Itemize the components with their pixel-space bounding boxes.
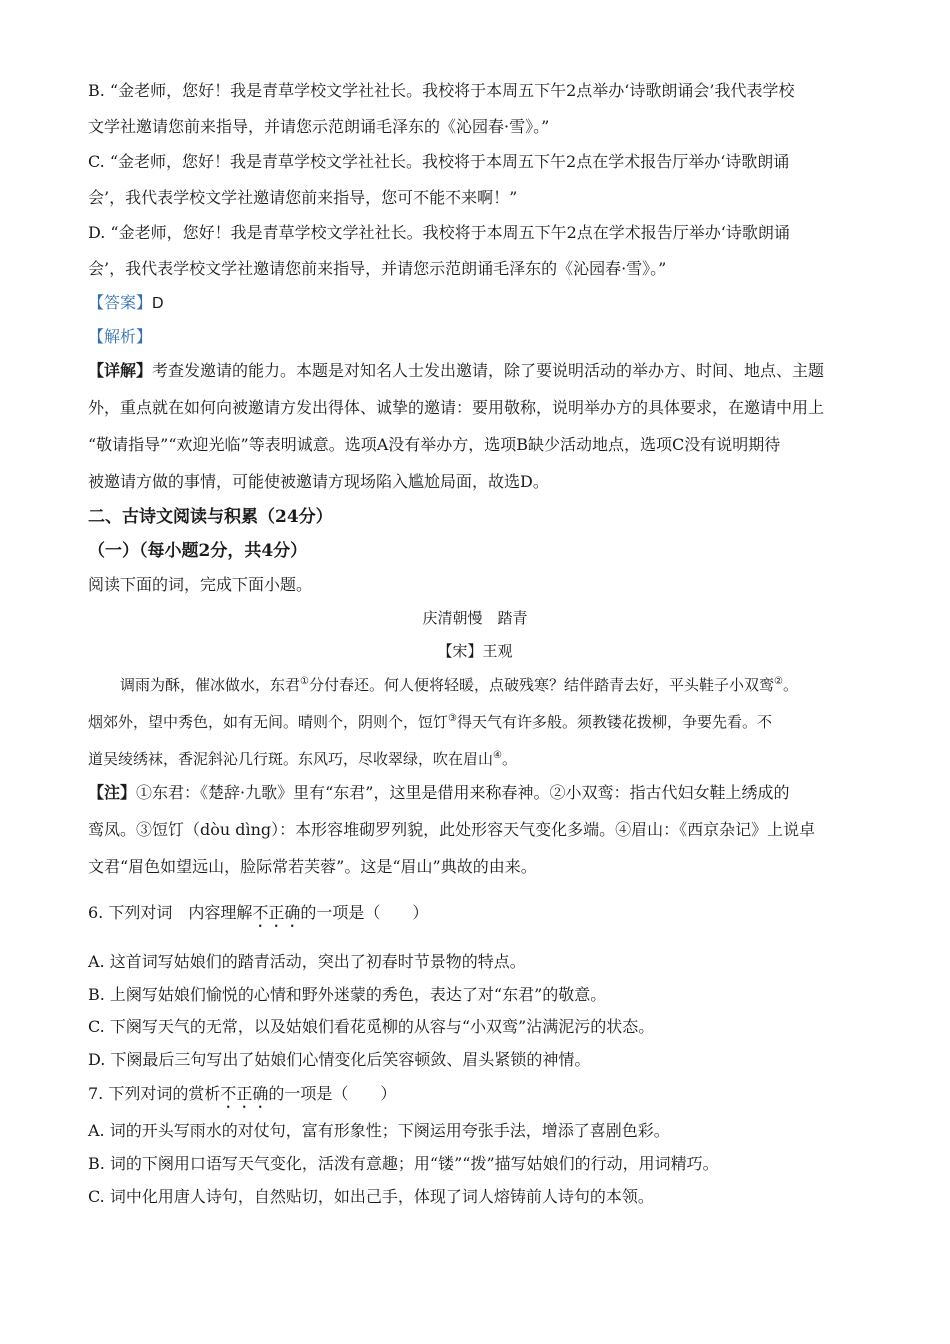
q7-stem-b: 的一项是（ ）: [268, 1084, 397, 1103]
poem-line1: [120, 674, 910, 696]
q6-stem-b: 的一项是（ ）: [300, 903, 429, 922]
detail-label: 【详解】: [88, 361, 153, 380]
poem-line2b: 得天气有许多般。须教镂花拨柳，争要先看。不: [456, 713, 772, 731]
q7-stem-a: 7. 下列对词的赏析: [88, 1084, 221, 1103]
poem-line3a: 道吴绫绣袜，香泥斜沁几行斑。东风巧，尽收翠绿，吹在眉山: [88, 750, 494, 768]
note-ref-4: ④: [493, 750, 502, 761]
detail-text1: 考查发邀请的能力。本题是对知名人士发出邀请，除了要说明活动的举办方、时间、地点、主题: [152, 361, 825, 380]
q7-option-c: C. 词中化用唐人诗句，自然贴切，如出己手，体现了词人熔铸前人诗句的本领。: [88, 1187, 654, 1206]
q6-stem-emph: 不正确: [252, 903, 301, 922]
note-ref-3: ③: [448, 713, 457, 724]
poem-line1-end: 。: [782, 676, 798, 694]
poem-title: 庆清朝慢 踏青: [422, 609, 528, 627]
poem-line3b: 。: [501, 750, 517, 768]
poem-line2a: 烟郊外，望中秀色，如有无间。晴则个，阴则个，饾饤: [88, 713, 449, 731]
option-c-line2: 会’，我代表学校文学社邀请您前来指导，您可不能不来啊！”: [88, 188, 518, 207]
analysis-label: 【解析】: [88, 327, 153, 346]
note-ref-2: ②: [774, 676, 783, 687]
poem-line3: [88, 748, 878, 770]
poem-line1b: 分付春还。何人便将轻暖，点破残寒？结伴踏青去好，平头鞋子小双鸾: [308, 676, 774, 694]
reading-instruction: 阅读下面的词，完成下面小题。: [88, 575, 313, 594]
q6-stem-a: 6. 下列对词 内容理解: [88, 903, 253, 922]
note-ref-1: ①: [300, 676, 309, 687]
poem-line1a: 调雨为酥，催冰做水，东君: [120, 676, 301, 694]
option-d-line1: D. “金老师，您好！我是青草学校文学社社长。我校将于本周五下午2点在学术报告厅举办‘诗歌朗诵: [88, 223, 790, 242]
section2-title: 二、古诗文阅读与积累（24分）: [88, 507, 333, 527]
poem-author: 【宋】王观: [437, 642, 513, 660]
q7-option-b: B. 词的下阕用口语写天气变化，活泼有意趣；用“镂”“拨”描写姑娘们的行动，用词精巧。: [88, 1154, 719, 1173]
detail-line4: 被邀请方做的事情，可能使被邀请方现场陷入尴尬局面，故选D。: [88, 472, 549, 491]
option-d-line2: 会’，我代表学校文学社邀请您前来指导，并请您示范朗诵毛泽东的《沁园春·雪》。”: [88, 259, 667, 278]
option-b-line2: 文学社邀请您前来指导，并请您示范朗诵毛泽东的《沁园春·雪》。”: [88, 117, 550, 136]
q7-option-a: A. 词的开头写雨水的对仗句，富有形象性；下阕运用夸张手法，增添了喜剧色彩。: [88, 1121, 670, 1140]
q6-option-c: C. 下阕写天气的无常，以及姑娘们看花觅柳的从容与“小双鸾”沾满泥污的状态。: [88, 1017, 655, 1036]
q7-stem: [88, 1083, 878, 1112]
q6-option-d: D. 下阕最后三句写出了姑娘们心情变化后笑容顿敛、眉头紧锁的神情。: [88, 1050, 591, 1069]
detail-line2: 外，重点就在如何向被邀请方发出得体、诚挚的邀请：要用敬称，说明举办方的具体要求，在邀请中用上: [88, 398, 825, 417]
q7-stem-emph: 不正确: [220, 1084, 269, 1103]
q6-option-a: A. 这首词写姑娘们的踏青活动，突出了初春时节景物的特点。: [88, 952, 526, 971]
q6-option-b: B. 上阕写姑娘们愉悦的心情和野外迷蒙的秀色，表达了对“东君”的敬意。: [88, 985, 607, 1004]
poem-line2: [88, 711, 878, 733]
answer-label: 【答案】: [88, 293, 153, 312]
notes-text1: ①东君：《楚辞·九歌》里有“东君”，这里是借用来称春神。②小双鸾：指古代妇女鞋上绣成的: [136, 783, 790, 802]
option-b-line1: B. “金老师，您好！我是青草学校文学社社长。我校将于本周五下午2点举办‘诗歌朗诵会’我代表学校: [88, 81, 795, 100]
detail-line3: “敬请指导”“欢迎光临”等表明诚意。选项A没有举办方，选项B缺少活动地点，选项C没有说明期待: [88, 435, 781, 454]
notes-line2: 鸾凤。③饾饤（dòu dìng）：本形容堆砌罗列貌，此处形容天气变化多端。④眉山：《西京杂记》上说卓: [88, 820, 816, 839]
option-c-line1: C. “金老师，您好！我是青草学校文学社社长。我校将于本周五下午2点在学术报告厅举办‘诗歌朗诵: [88, 152, 790, 171]
answer-value: D: [152, 295, 164, 312]
notes-line3: 文君“眉色如望远山，脸际常若芙蓉”。这是“眉山”典故的由来。: [88, 857, 537, 876]
subsection1-title: （一）（每小题2分，共4分）: [88, 541, 308, 561]
notes-label: 【注】: [88, 783, 137, 802]
answer-row: [88, 292, 878, 315]
notes-line1: [88, 782, 878, 804]
detail-line1: [88, 360, 878, 382]
q6-stem: [88, 902, 878, 931]
